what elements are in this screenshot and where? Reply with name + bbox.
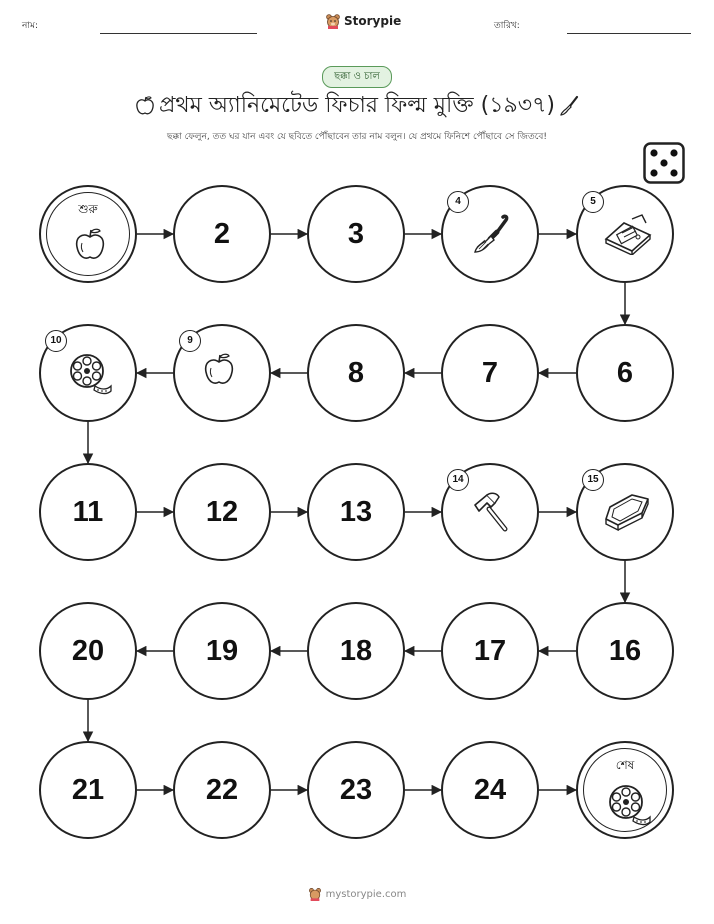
- instructions: ছক্কা ফেলুন, তত ঘর যান এবং যে ছবিতে পৌঁছাবেন তার নাম বলুন। যে প্রথমে ফিনিশে পৌঁছাবে সে জিতবে!: [167, 132, 547, 142]
- board-cell-23: [307, 741, 405, 839]
- brand-name: Storypie: [344, 14, 402, 28]
- cell-number: 17: [473, 634, 507, 667]
- board-cell-10: [39, 324, 137, 422]
- cell-number-badge: 5: [582, 191, 604, 213]
- finish-cell: [576, 741, 674, 839]
- cell-number: 21: [71, 773, 105, 806]
- board-cell-14: [441, 463, 539, 561]
- board-cell-11: [39, 463, 137, 561]
- cell-number: 22: [205, 773, 239, 806]
- board-cell-20: [39, 602, 137, 700]
- cell-number: 12: [205, 495, 239, 528]
- board-cell-12: [173, 463, 271, 561]
- board-cell-16: [576, 602, 674, 700]
- cell-number-badge: 4: [447, 191, 469, 213]
- board-cell-5: [576, 185, 674, 283]
- board-cell-7: [441, 324, 539, 422]
- cell-number-badge: 10: [45, 330, 67, 352]
- cell-number: 20: [71, 634, 105, 667]
- name-label: নাম:: [22, 21, 39, 31]
- cell-number: 18: [339, 634, 373, 667]
- board-cell-22: [173, 741, 271, 839]
- board-cell-6: [576, 324, 674, 422]
- page-title: প্রথম অ্যানিমেটেড ফিচার ফিল্ম মুক্তি (১৯৩৭): [159, 92, 555, 118]
- board-cell-18: [307, 602, 405, 700]
- board-cell-13: [307, 463, 405, 561]
- cell-number: 8: [347, 356, 365, 389]
- board-cell-3: [307, 185, 405, 283]
- cell-number: 6: [616, 356, 634, 389]
- cell-number: 24: [473, 773, 507, 806]
- apple-icon: [199, 350, 239, 394]
- date-label: তারিখ:: [494, 21, 520, 31]
- coffin-icon: [602, 489, 654, 535]
- bear-mascot-icon: [308, 887, 322, 901]
- apple-icon: [70, 225, 110, 269]
- cell-number-badge: 9: [179, 330, 201, 352]
- cell-number: 3: [347, 217, 365, 250]
- cell-number: 13: [339, 495, 373, 528]
- hammer-icon: [467, 489, 513, 539]
- brush-icon: [467, 211, 513, 261]
- cell-number: 19: [205, 634, 239, 667]
- board-cell-17: [441, 602, 539, 700]
- cell-number: 23: [339, 773, 373, 806]
- board-cell-21: [39, 741, 137, 839]
- finish-label: শেষ: [615, 758, 635, 772]
- film-reel-icon: [65, 350, 113, 400]
- board-cell-24: [441, 741, 539, 839]
- start-label: শুরু: [78, 202, 98, 216]
- board-cell-15: [576, 463, 674, 561]
- cell-number: 2: [213, 217, 231, 250]
- cell-number-badge: 14: [447, 469, 469, 491]
- board-cell-8: [307, 324, 405, 422]
- film-reel-icon: [604, 781, 652, 831]
- board-cell-19: [173, 602, 271, 700]
- board-cell-2: [173, 185, 271, 283]
- cell-number-badge: 15: [582, 469, 604, 491]
- footer-url[interactable]: mystorypie.com: [325, 888, 407, 900]
- board-cell-9: [173, 324, 271, 422]
- start-cell: [39, 185, 137, 283]
- game-type-badge: ছক্কা ও চাল: [322, 66, 392, 88]
- board-cell-4: [441, 185, 539, 283]
- cell-number: 11: [72, 495, 104, 528]
- mousetrap-icon: [602, 211, 654, 259]
- cell-number: 16: [608, 634, 642, 667]
- footer: [0, 887, 714, 901]
- cell-number: 7: [481, 356, 499, 389]
